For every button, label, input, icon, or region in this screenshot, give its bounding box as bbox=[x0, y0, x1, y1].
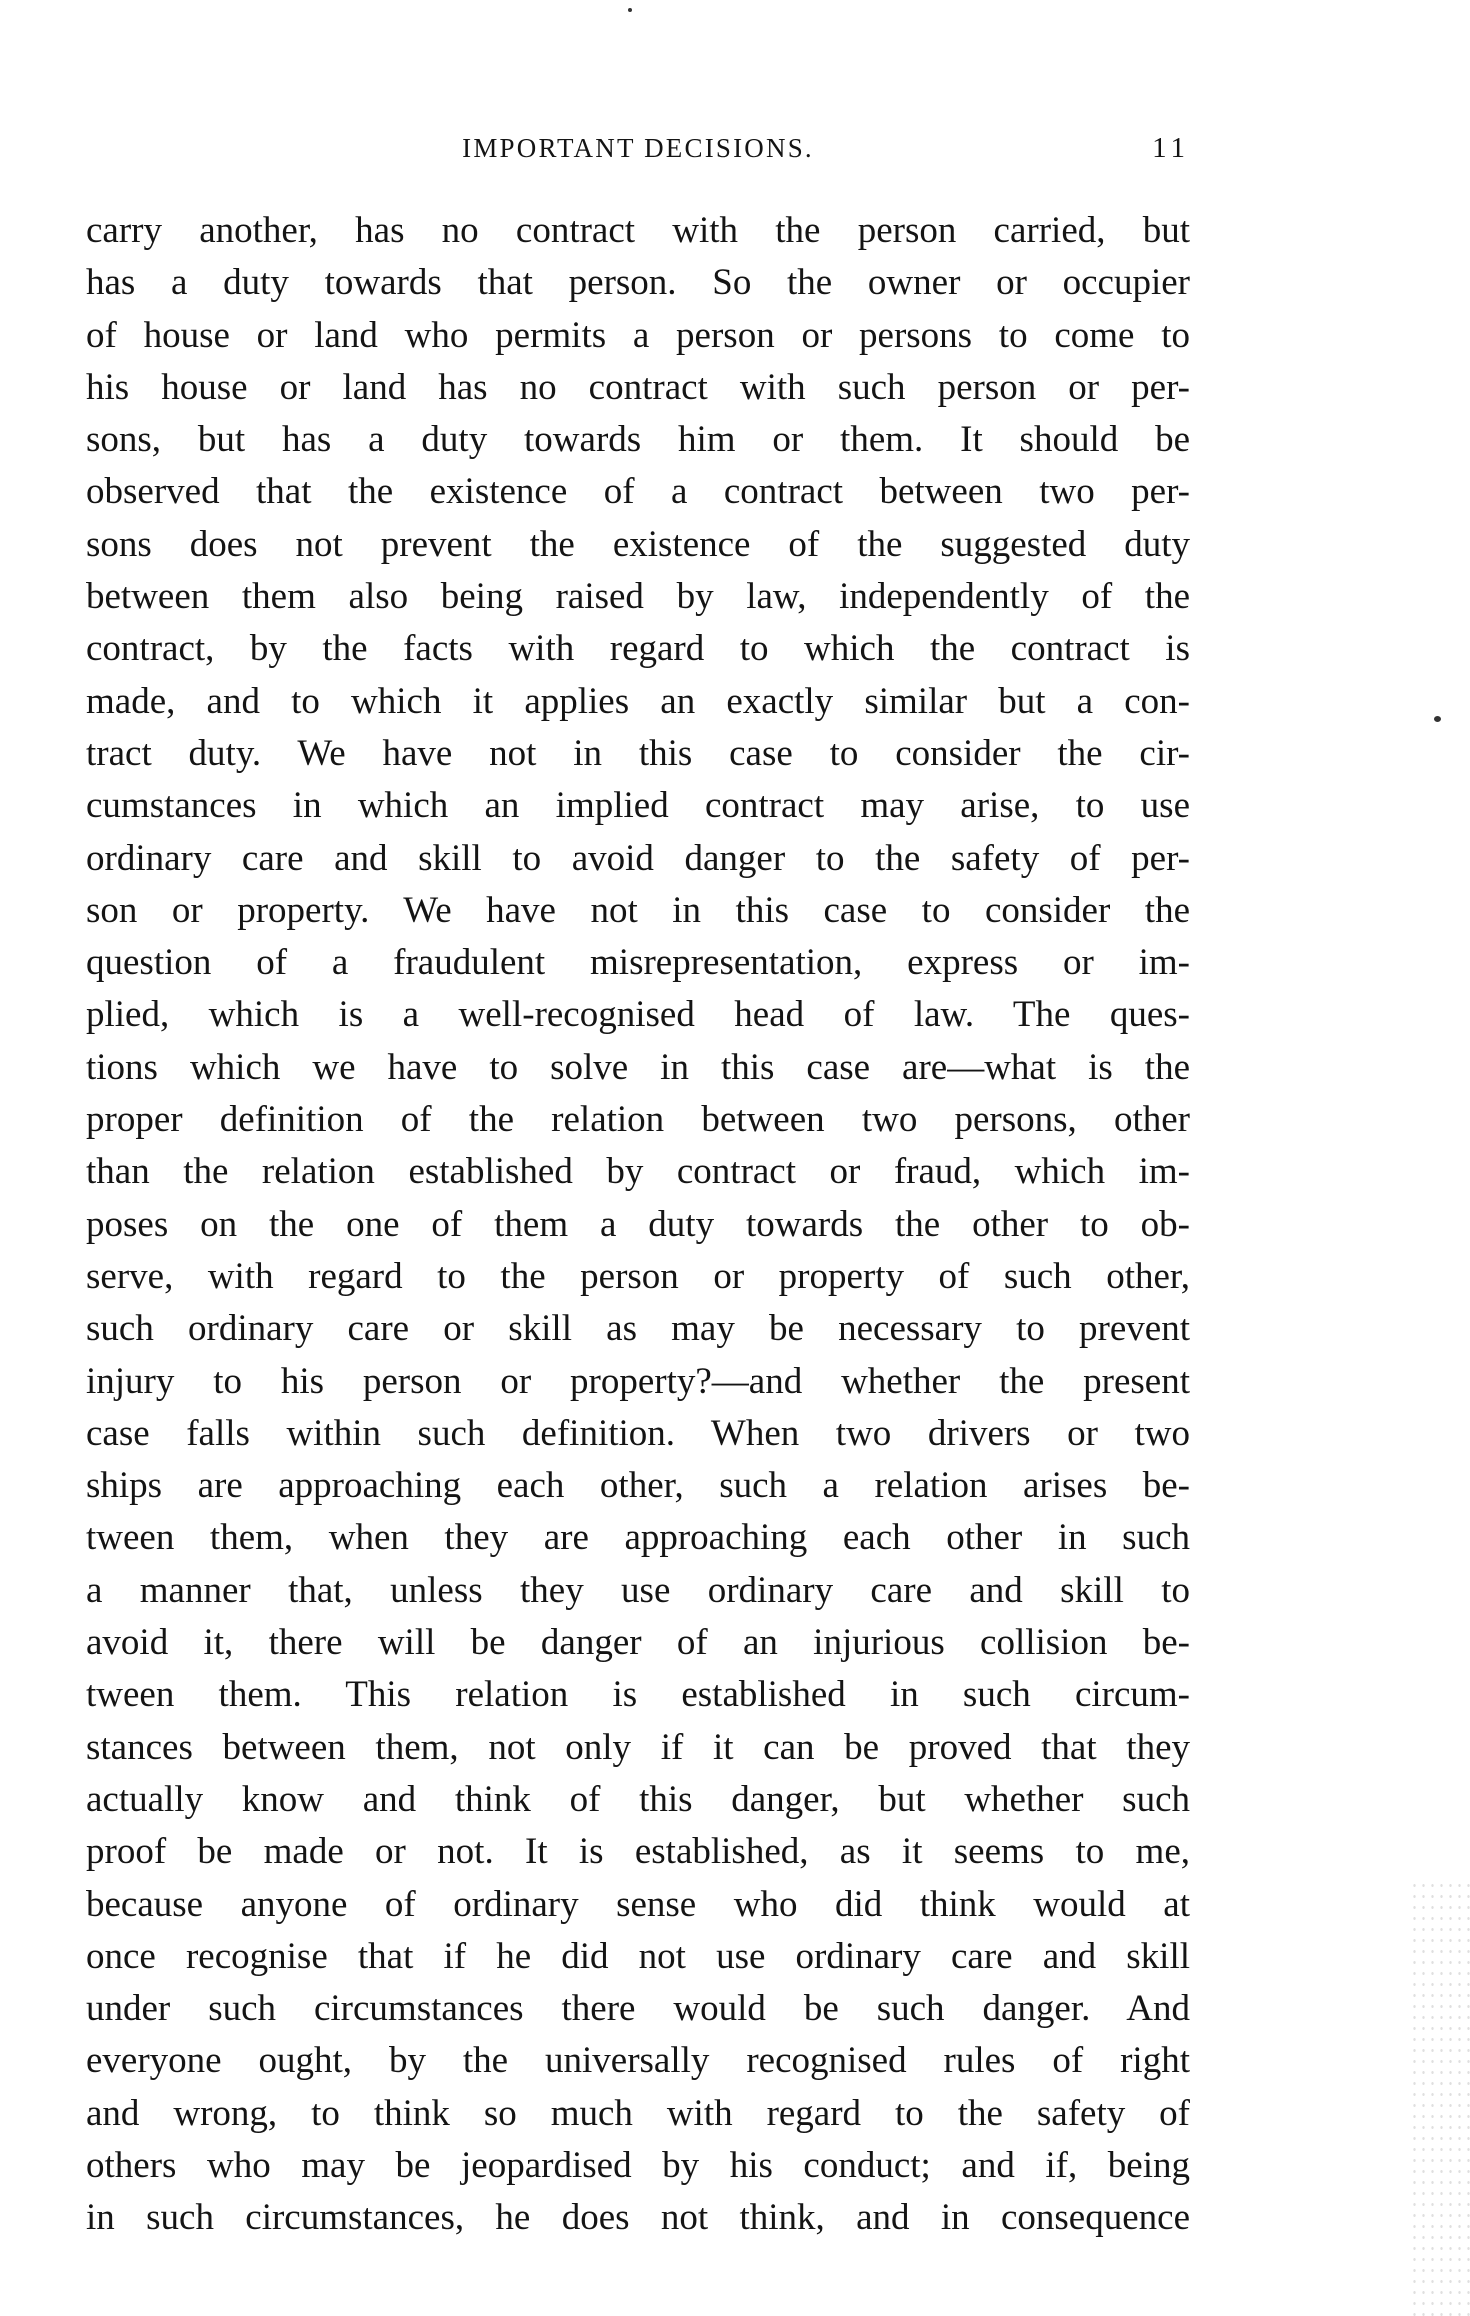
text-line: sons does not prevent the existence of the suggested duty bbox=[86, 523, 1190, 565]
text-line: contract, by the facts with regard to which the contract is bbox=[86, 628, 1190, 670]
text-line: cumstances in which an implied contract may arise, to use bbox=[86, 785, 1190, 827]
ink-speck bbox=[628, 8, 632, 12]
text-line: a manner that, unless they use ordinary care and skill to bbox=[86, 1569, 1190, 1611]
text-line: stances between them, not only if it can be proved that they bbox=[86, 1726, 1190, 1768]
text-line: than the relation established by contract or fraud, which im- bbox=[86, 1151, 1190, 1193]
text-line: tween them, when they are approaching each other in such bbox=[86, 1517, 1190, 1559]
page-number: 11 bbox=[1152, 132, 1190, 164]
text-line: has a duty towards that person. So the owner or occupier bbox=[86, 262, 1190, 304]
text-line: question of a fraudulent misrepresentation, express or im- bbox=[86, 942, 1190, 984]
text-line: ships are approaching each other, such a relation arises be- bbox=[86, 1465, 1190, 1507]
text-line: son or property. We have not in this case to consider the bbox=[86, 889, 1190, 931]
ink-speck bbox=[1434, 716, 1441, 722]
text-line: made, and to which it applies an exactly similar but a con- bbox=[86, 680, 1190, 722]
text-line: case falls within such definition. When two drivers or two bbox=[86, 1412, 1190, 1454]
text-line: once recognise that if he did not use ordinary care and skill bbox=[86, 1935, 1190, 1977]
text-line: tions which we have to solve in this case are—what is the bbox=[86, 1046, 1190, 1088]
text-line: proper definition of the relation between two persons, other bbox=[86, 1099, 1190, 1141]
text-line: sons, but has a duty towards him or them. It should be bbox=[86, 419, 1190, 461]
text-line: observed that the existence of a contract between two per- bbox=[86, 471, 1190, 513]
text-line: avoid it, there will be danger of an injurious collision be- bbox=[86, 1622, 1190, 1664]
text-line: tween them. This relation is established in such circum- bbox=[86, 1674, 1190, 1716]
text-line: poses on the one of them a duty towards the other to ob- bbox=[86, 1203, 1190, 1245]
text-line: his house or land has no contract with such person or per- bbox=[86, 366, 1190, 408]
text-line: such ordinary care or skill as may be necessary to prevent bbox=[86, 1308, 1190, 1350]
text-line: actually know and think of this danger, but whether such bbox=[86, 1778, 1190, 1820]
text-line: ordinary care and skill to avoid danger to the safety of per- bbox=[86, 837, 1190, 879]
text-line: between them also being raised by law, independently of the bbox=[86, 576, 1190, 618]
text-line: in such circumstances, he does not think, and in consequence bbox=[86, 2197, 1190, 2239]
text-line: because anyone of ordinary sense who did think would at bbox=[86, 1883, 1190, 1925]
text-line: under such circumstances there would be such danger. And bbox=[86, 1988, 1190, 2030]
text-line: plied, which is a well-recognised head of law. The ques- bbox=[86, 994, 1190, 1036]
text-line: tract duty. We have not in this case to consider the cir- bbox=[86, 732, 1190, 774]
text-line: of house or land who permits a person or persons to come to bbox=[86, 314, 1190, 356]
text-line: and wrong, to think so much with regard to the safety of bbox=[86, 2092, 1190, 2134]
text-line: injury to his person or property?—and whether the present bbox=[86, 1360, 1190, 1402]
text-line: everyone ought, by the universally recognised rules of right bbox=[86, 2040, 1190, 2082]
running-head bbox=[86, 128, 1190, 168]
text-line: carry another, has no contract with the person carried, but bbox=[86, 210, 1190, 251]
body-text bbox=[86, 205, 1190, 2245]
running-title: IMPORTANT DECISIONS. bbox=[462, 133, 814, 163]
text-line: serve, with regard to the person or property of such other, bbox=[86, 1255, 1190, 1297]
text-line: proof be made or not. It is established, as it seems to me, bbox=[86, 1831, 1190, 1873]
paper-grain bbox=[1410, 1880, 1470, 2316]
text-line: others who may be jeopardised by his conduct; and if, being bbox=[86, 2144, 1190, 2186]
